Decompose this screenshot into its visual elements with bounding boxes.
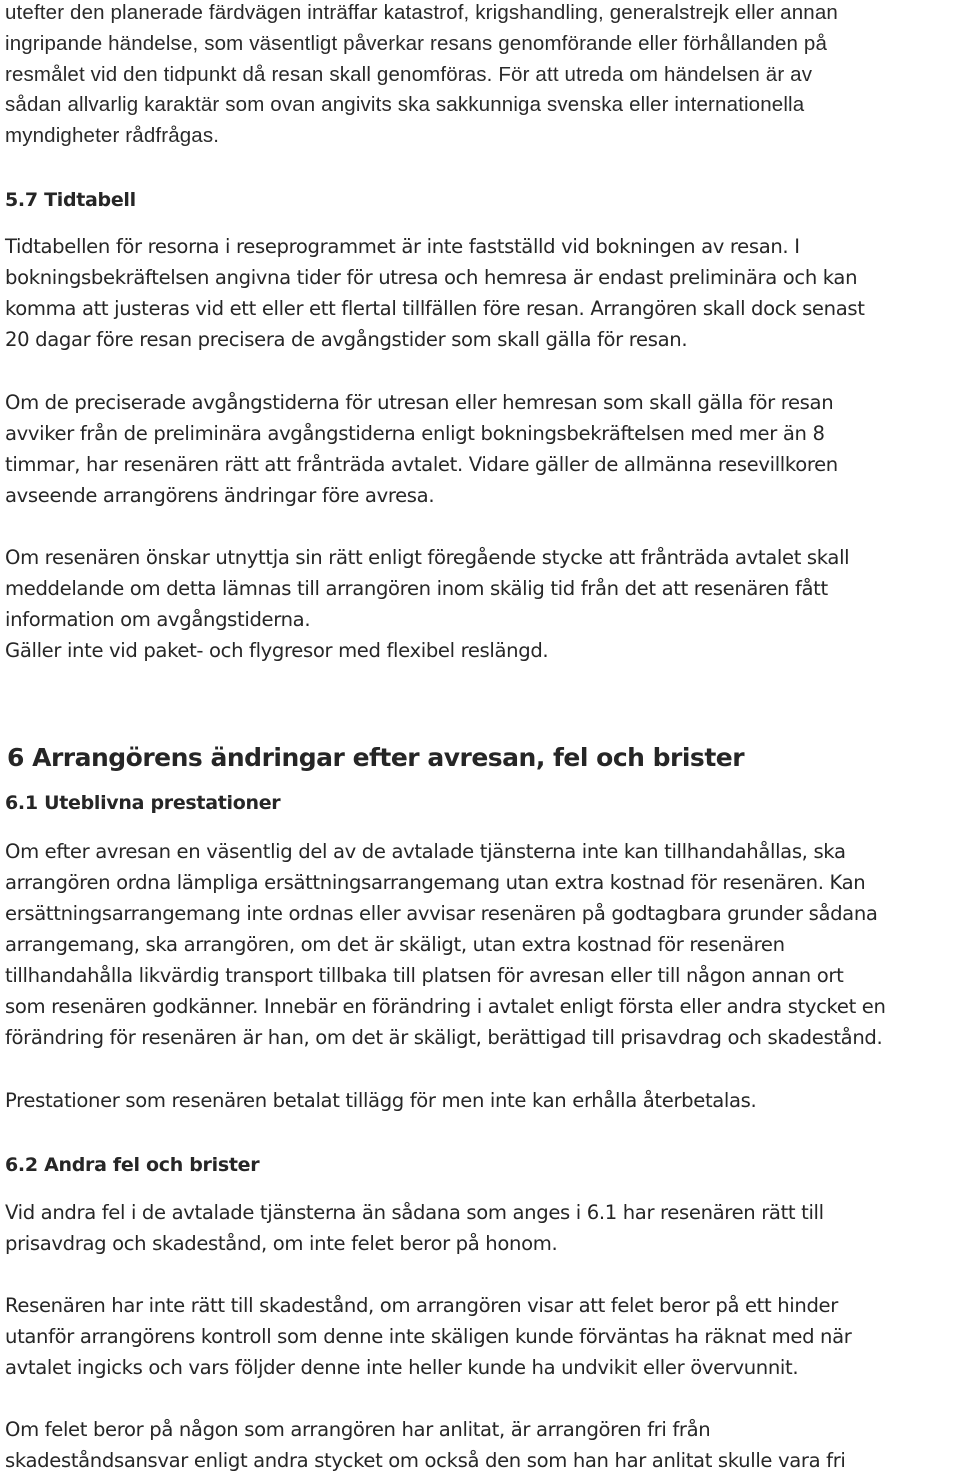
text-line: tillhandahålla likvärdig transport tillbaka till platsen för avresan eller till någon annan ort <box>5 964 844 987</box>
text-line: arrangören ordna lämpliga ersättningsarrangemang utan extra kostnad för resenären. Kan <box>5 871 866 894</box>
paragraph <box>5 1414 846 1476</box>
text-line: Om resenären önskar utnyttja sin rätt enligt föregående stycke att frånträda avtalet skall <box>5 546 850 569</box>
paragraph <box>5 231 865 355</box>
text-line: avseende arrangörens ändringar före avresa. <box>5 484 435 507</box>
text-line: utefter den planerade färdvägen inträffar katastrof, krigshandling, generalstrejk eller annan <box>5 1 838 24</box>
text-line: utanför arrangörens kontroll som denne inte skäligen kunde förväntas ha räknat med när <box>5 1325 852 1348</box>
text-line: Resenären har inte rätt till skadestånd, om arrangören visar att felet beror på ett hinder <box>5 1294 838 1317</box>
text-line: Prestationer som resenären betalat tillägg för men inte kan erhålla återbetalas. <box>5 1089 757 1112</box>
section-heading-6: 6 Arrangörens ändringar efter avresan, fel och brister <box>7 743 745 772</box>
text-line: Tidtabellen för resorna i reseprogrammet är inte fastställd vid bokningen av resan. I <box>5 235 800 258</box>
text-line: sådan allvarlig karaktär som ovan angivits ska sakkunniga svenska eller internationella <box>5 93 805 117</box>
text-line: bokningsbekräftelsen angivna tider för utresa och hemresa är endast preliminära och kan <box>5 266 858 289</box>
paragraph <box>5 1085 756 1116</box>
text-line: timmar, har resenären rätt att frånträda avtalet. Vidare gäller de allmänna resevillkoren <box>5 453 838 476</box>
text-line: komma att justeras vid ett eller ett flertal tillfällen före resan. Arrangören skall dock senast <box>5 297 865 320</box>
text-line: skadeståndsansvar enligt andra stycket om också den som han har anlitat skulle vara fri <box>5 1449 846 1472</box>
text-line: som resenären godkänner. Innebär en förändring i avtalet enligt första eller andra stycket en <box>5 995 886 1018</box>
paragraph <box>5 542 849 666</box>
text-line: Vid andra fel i de avtalade tjänsterna än sådana som anges i 6.1 har resenären rätt till <box>5 1201 824 1224</box>
text-line: ersättningsarrangemang inte ordnas eller avvisar resenären på godtagbara grunder sådana <box>5 902 878 925</box>
section-heading-6-2: 6.2 Andra fel och brister <box>5 1154 260 1176</box>
text-line: avtalet ingicks och vars följder denne inte heller kunde ha undvikit eller övervunnit. <box>5 1356 799 1379</box>
text-line: 20 dagar före resan precisera de avgångstider som skall gälla för resan. <box>5 328 688 351</box>
text-line: Om felet beror på någon som arrangören har anlitat, är arrangören fri från <box>5 1418 711 1441</box>
section-heading-5-7: 5.7 Tidtabell <box>5 189 136 211</box>
text-line: avviker från de preliminära avgångstiderna enligt bokningsbekräftelsen med mer än 8 <box>5 422 825 445</box>
text-line: prisavdrag och skadestånd, om inte felet beror på honom. <box>5 1232 558 1255</box>
text-line: arrangemang, ska arrangören, om det är skäligt, utan extra kostnad för resenären <box>5 933 785 956</box>
paragraph <box>5 836 886 1053</box>
text-line: resmålet vid den tidpunkt då resan skall genomföras. För att utreda om händelsen är av <box>5 62 813 86</box>
paragraph <box>5 1197 824 1259</box>
intro-paragraph <box>5 0 838 152</box>
text-line: information om avgångstiderna. <box>5 608 311 631</box>
text-line: Om de preciserade avgångstiderna för utresan eller hemresan som skall gälla för resan <box>5 391 834 414</box>
text-line: Om efter avresan en väsentlig del av de avtalade tjänsterna inte kan tillhandahållas, ska <box>5 840 846 863</box>
text-line: meddelande om detta lämnas till arrangören inom skälig tid från det att resenären fått <box>5 577 828 600</box>
paragraph <box>5 387 838 511</box>
text-line: Gäller inte vid paket- och flygresor med flexibel reslängd. <box>5 639 549 662</box>
section-heading-6-1: 6.1 Uteblivna prestationer <box>5 792 281 814</box>
text-line: ingripande händelse, som väsentligt påverkar resans genomförande eller förhållanden på <box>5 31 828 55</box>
paragraph <box>5 1290 852 1383</box>
text-line: förändring för resenären är han, om det är skäligt, berättigad till prisavdrag och skadestånd. <box>5 1026 883 1049</box>
text-line: myndigheter rådfrågas. <box>5 124 220 148</box>
